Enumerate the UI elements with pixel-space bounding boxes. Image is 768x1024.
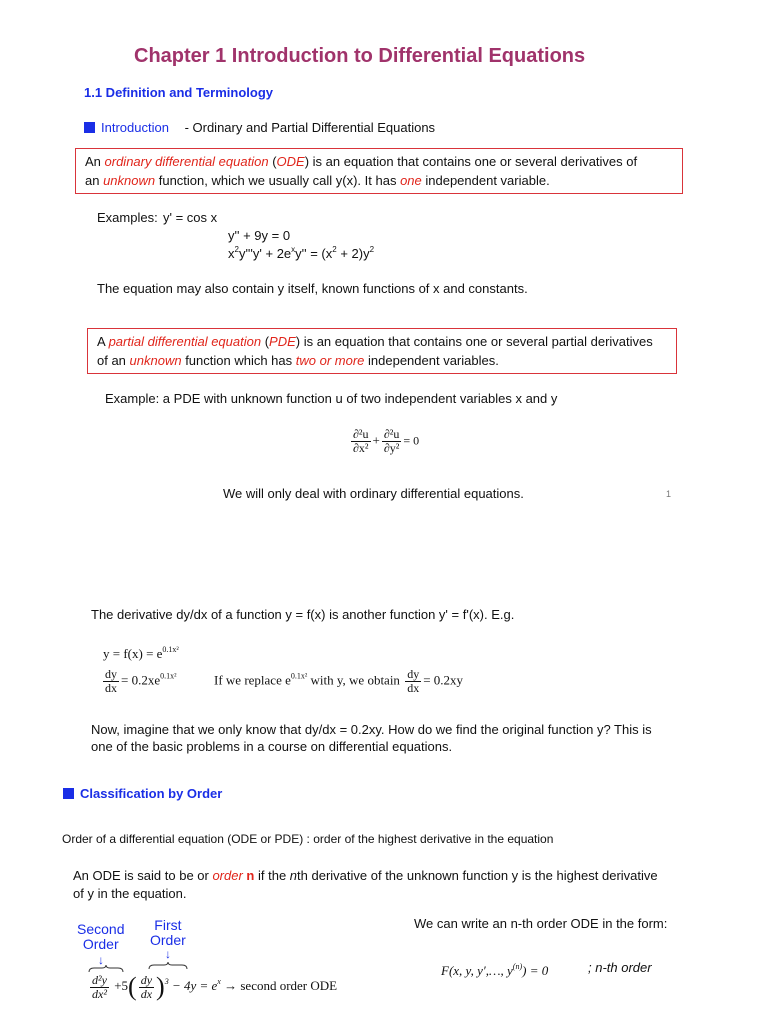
arrow-down-icon: ↓: [165, 947, 171, 961]
intro-label: Introduction: [101, 120, 169, 135]
only-ode-text: We will only deal with ordinary differential equations.: [223, 486, 524, 501]
example-eq-2: y'' + 9y = 0: [228, 228, 291, 243]
order-definition: Order of a differential equation (ODE or PDE) : order of the highest derivative in the equation: [62, 832, 554, 846]
classification-heading: Classification by Order: [80, 786, 223, 801]
section-heading: 1.1 Definition and Terminology: [84, 85, 273, 100]
classification-heading-line: [63, 786, 222, 801]
example-eq-1: y' = cos x: [163, 210, 218, 225]
imagine-line-2: one of the basic problems in a course on differential equations.: [91, 739, 453, 754]
nth-order-form: F(x, y, y′,…, $y^{(n)}) = 0$: [441, 962, 549, 978]
nth-order-note: ; n-th order: [588, 960, 652, 975]
growth-definition: $y = f(x) = e^{0.1x^2}$: [103, 645, 179, 661]
derivative-intro-text: The derivative dy/dx of a function y = f(x) is another function y' = f'(x). E.g.: [91, 607, 515, 622]
intro-subtitle: - Ordinary and Partial Differential Equations: [184, 120, 436, 135]
pde-frac-y: $\frac{\text{∂²u}}{\text{∂y²}}$: [383, 427, 400, 455]
pde-frac-x: $\frac{\text{∂²u}}{\text{∂x²}}$: [353, 427, 369, 455]
pde-example-text: Example: a PDE with unknown function u of two independent variables x and y: [105, 391, 558, 406]
ode-definition-box: [75, 148, 683, 194]
pde-line-2: of an unknown function which has two or more independent variables.: [97, 353, 499, 368]
brace-first-order: [148, 962, 188, 970]
example-eq-3: $x^2y'''y' + 2e^xy'' = (x^2 + 2)y^2$: [228, 245, 375, 261]
imagine-line-1: Now, imagine that we only know that dy/dx = 0.2xy. How do we find the original function y? This is: [91, 722, 652, 737]
nth-form-label: We can write an n-th order ODE in the form:: [414, 916, 668, 931]
arrow-down-icon: ↓: [98, 953, 104, 967]
bullet-square-icon: [63, 788, 74, 799]
growth-replace: If we replace $e^{0.1x^2}$ with y, we obtain $\frac{dy}{dx}$ = 0.2xy: [214, 667, 464, 695]
intro-line: [84, 120, 435, 135]
growth-derivative: $\frac{dy}{dx}$ = $0.2xe^{0.1x^2}$: [105, 667, 177, 695]
ode-line-2: an unknown function, which we usually call y(x). It has one independent variable.: [85, 173, 550, 188]
order-n-line-2: of y in the equation.: [73, 886, 187, 901]
pde-equation: $\frac{\text{∂²u}}{\text{∂x²}}$ + $\frac{\text{∂²u}}{\text{∂y²}}$ = 0: [353, 427, 420, 455]
annotation-second-order: Second Order: [77, 921, 125, 952]
page-number: 1: [666, 489, 672, 499]
examples-label: Examples:: [97, 210, 158, 225]
second-order-example: $\frac{\text{d²y}}{\text{dx²}}$ +5( $\frac{dy}{dx}$ )$^3 - 4y = e^x$ → second order ODE: [92, 972, 338, 1001]
bullet-square-icon: [84, 122, 95, 133]
pde-definition-box: [87, 328, 677, 374]
may-contain-text: The equation may also contain y itself, known functions of x and constants.: [97, 281, 528, 296]
order-n-line-1: An ODE is said to be or order n if the nth derivative of the unknown function y is the highest derivative: [73, 868, 658, 883]
ode-line-1: An ordinary differential equation (ODE) is an equation that contains one or several derivatives of: [85, 154, 638, 169]
chapter-title: Chapter 1 Introduction to Differential Equations: [134, 45, 586, 67]
annotation-first-order: First Order: [150, 917, 186, 948]
pde-line-1: A partial differential equation (PDE) is an equation that contains one or several partial derivatives: [97, 334, 653, 349]
